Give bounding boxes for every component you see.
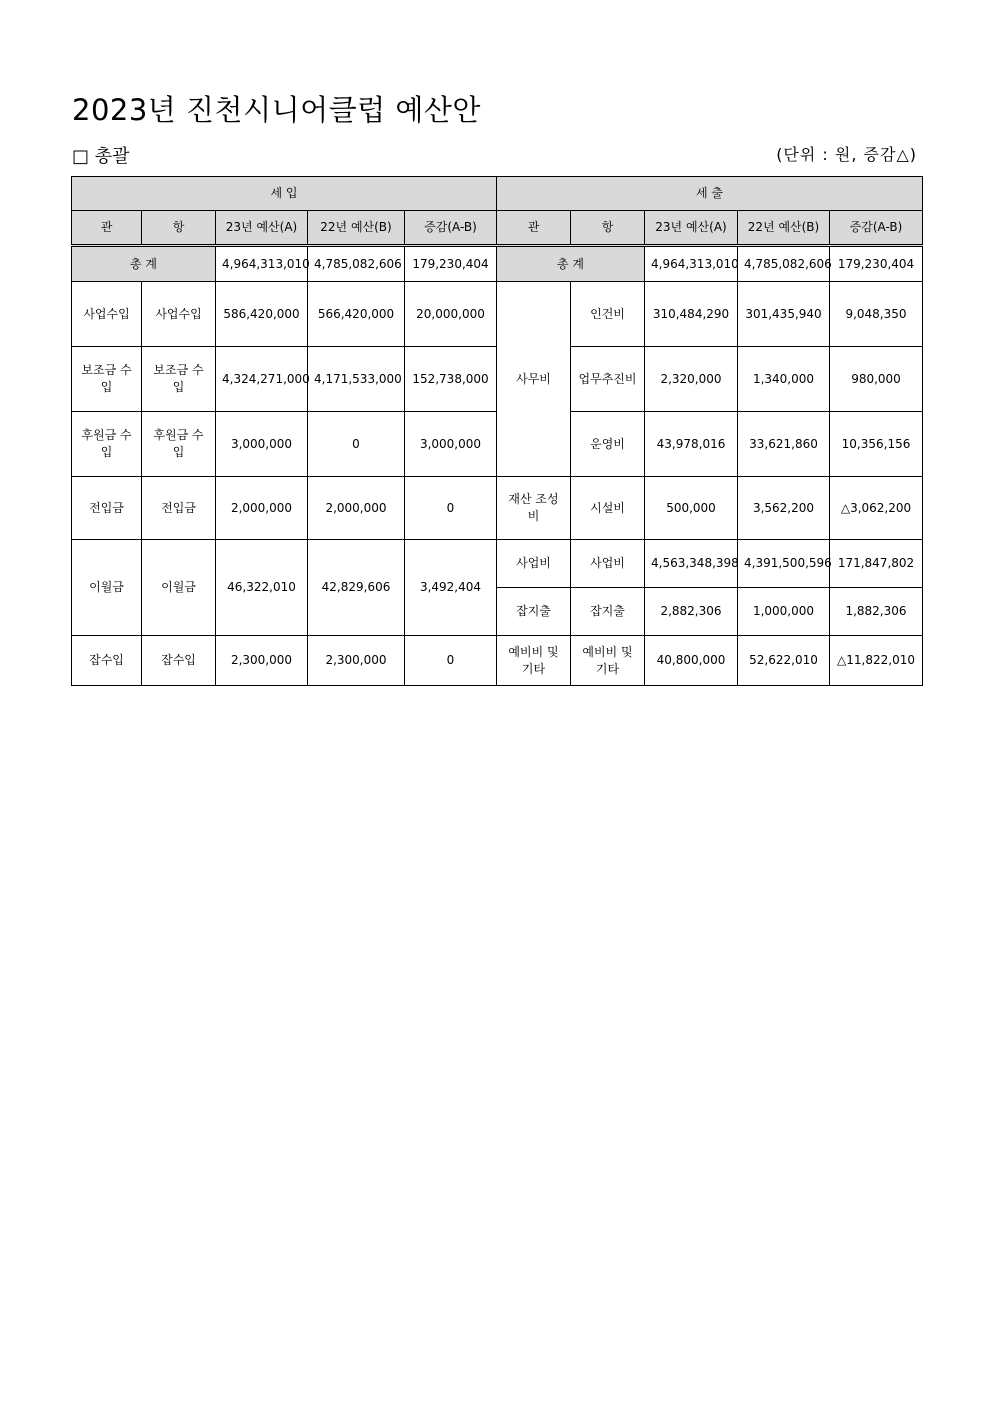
expense-b: 301,435,940 [738,282,830,347]
income-total-diff: 179,230,404 [405,246,497,282]
expense-b: 3,562,200 [738,477,830,540]
income-b: 566,420,000 [308,282,405,347]
income-a: 3,000,000 [216,412,308,477]
income-a: 586,420,000 [216,282,308,347]
expense-hang: 인건비 [571,282,645,347]
income-b: 2,300,000 [308,636,405,686]
table-row [72,477,923,540]
expense-b: 33,621,860 [738,412,830,477]
table-row [72,282,923,347]
income-a: 4,324,271,000 [216,347,308,412]
income-col-diff: 증감(A-B) [405,211,497,246]
expense-a: 4,563,348,398 [645,540,738,588]
income-header: 세 입 [72,177,497,211]
income-a: 2,000,000 [216,477,308,540]
table-row [72,636,923,686]
expense-col-budget23: 23년 예산(A) [645,211,738,246]
income-diff: 0 [405,477,497,540]
income-b: 42,829,606 [308,540,405,636]
expense-a: 310,484,290 [645,282,738,347]
expense-diff: △3,062,200 [830,477,923,540]
income-diff: 0 [405,636,497,686]
section-label: □ 총괄 [72,146,130,167]
income-gwan: 사업수입 [72,282,142,347]
expense-diff: 9,048,350 [830,282,923,347]
expense-a: 40,800,000 [645,636,738,686]
expense-a: 2,882,306 [645,588,738,636]
expense-a: 500,000 [645,477,738,540]
income-gwan: 이월금 [72,540,142,636]
expense-diff: △11,822,010 [830,636,923,686]
expense-b: 52,622,010 [738,636,830,686]
expense-gwan: 예비비 및 기타 [497,636,571,686]
income-hang: 후원금 수입 [142,412,216,477]
expense-hang: 잡지출 [571,588,645,636]
income-total-label: 총 계 [72,246,216,282]
expense-diff: 171,847,802 [830,540,923,588]
income-col-hang: 항 [142,211,216,246]
expense-col-gwan: 관 [497,211,571,246]
expense-gwan: 재산 조성비 [497,477,571,540]
expense-total-b: 4,785,082,606 [738,246,830,282]
income-b: 4,171,533,000 [308,347,405,412]
income-gwan: 잡수입 [72,636,142,686]
income-diff: 152,738,000 [405,347,497,412]
income-col-budget22: 22년 예산(B) [308,211,405,246]
income-total-a: 4,964,313,010 [216,246,308,282]
page-title: 2023년 진천시니어클럽 예산안 [72,93,481,127]
income-hang: 이월금 [142,540,216,636]
expense-hang: 운영비 [571,412,645,477]
income-col-gwan: 관 [72,211,142,246]
expense-diff: 1,882,306 [830,588,923,636]
income-a: 2,300,000 [216,636,308,686]
income-total-b: 4,785,082,606 [308,246,405,282]
income-gwan: 보조금 수입 [72,347,142,412]
expense-total-label: 총 계 [497,246,645,282]
expense-b: 1,340,000 [738,347,830,412]
expense-total-a: 4,964,313,010 [645,246,738,282]
income-hang: 사업수입 [142,282,216,347]
expense-gwan: 사무비 [497,282,571,477]
expense-col-hang: 항 [571,211,645,246]
expense-total-diff: 179,230,404 [830,246,923,282]
income-gwan: 후원금 수입 [72,412,142,477]
income-diff: 20,000,000 [405,282,497,347]
expense-diff: 980,000 [830,347,923,412]
expense-gwan: 잡지출 [497,588,571,636]
expense-gwan: 사업비 [497,540,571,588]
income-gwan: 전입금 [72,477,142,540]
expense-hang: 업무추진비 [571,347,645,412]
income-col-budget23: 23년 예산(A) [216,211,308,246]
expense-header: 세 출 [497,177,923,211]
expense-b: 4,391,500,596 [738,540,830,588]
income-a: 46,322,010 [216,540,308,636]
income-hang: 잡수입 [142,636,216,686]
income-hang: 전입금 [142,477,216,540]
expense-hang: 사업비 [571,540,645,588]
expense-hang: 시설비 [571,477,645,540]
expense-diff: 10,356,156 [830,412,923,477]
budget-table [71,176,923,686]
table-row [72,540,923,588]
expense-a: 43,978,016 [645,412,738,477]
income-hang: 보조금 수입 [142,347,216,412]
unit-note: (단위 : 원, 증감△) [776,145,917,164]
expense-b: 1,000,000 [738,588,830,636]
expense-col-diff: 증감(A-B) [830,211,923,246]
expense-col-budget22: 22년 예산(B) [738,211,830,246]
income-diff: 3,000,000 [405,412,497,477]
expense-hang: 예비비 및 기타 [571,636,645,686]
income-b: 0 [308,412,405,477]
income-b: 2,000,000 [308,477,405,540]
expense-a: 2,320,000 [645,347,738,412]
income-diff: 3,492,404 [405,540,497,636]
